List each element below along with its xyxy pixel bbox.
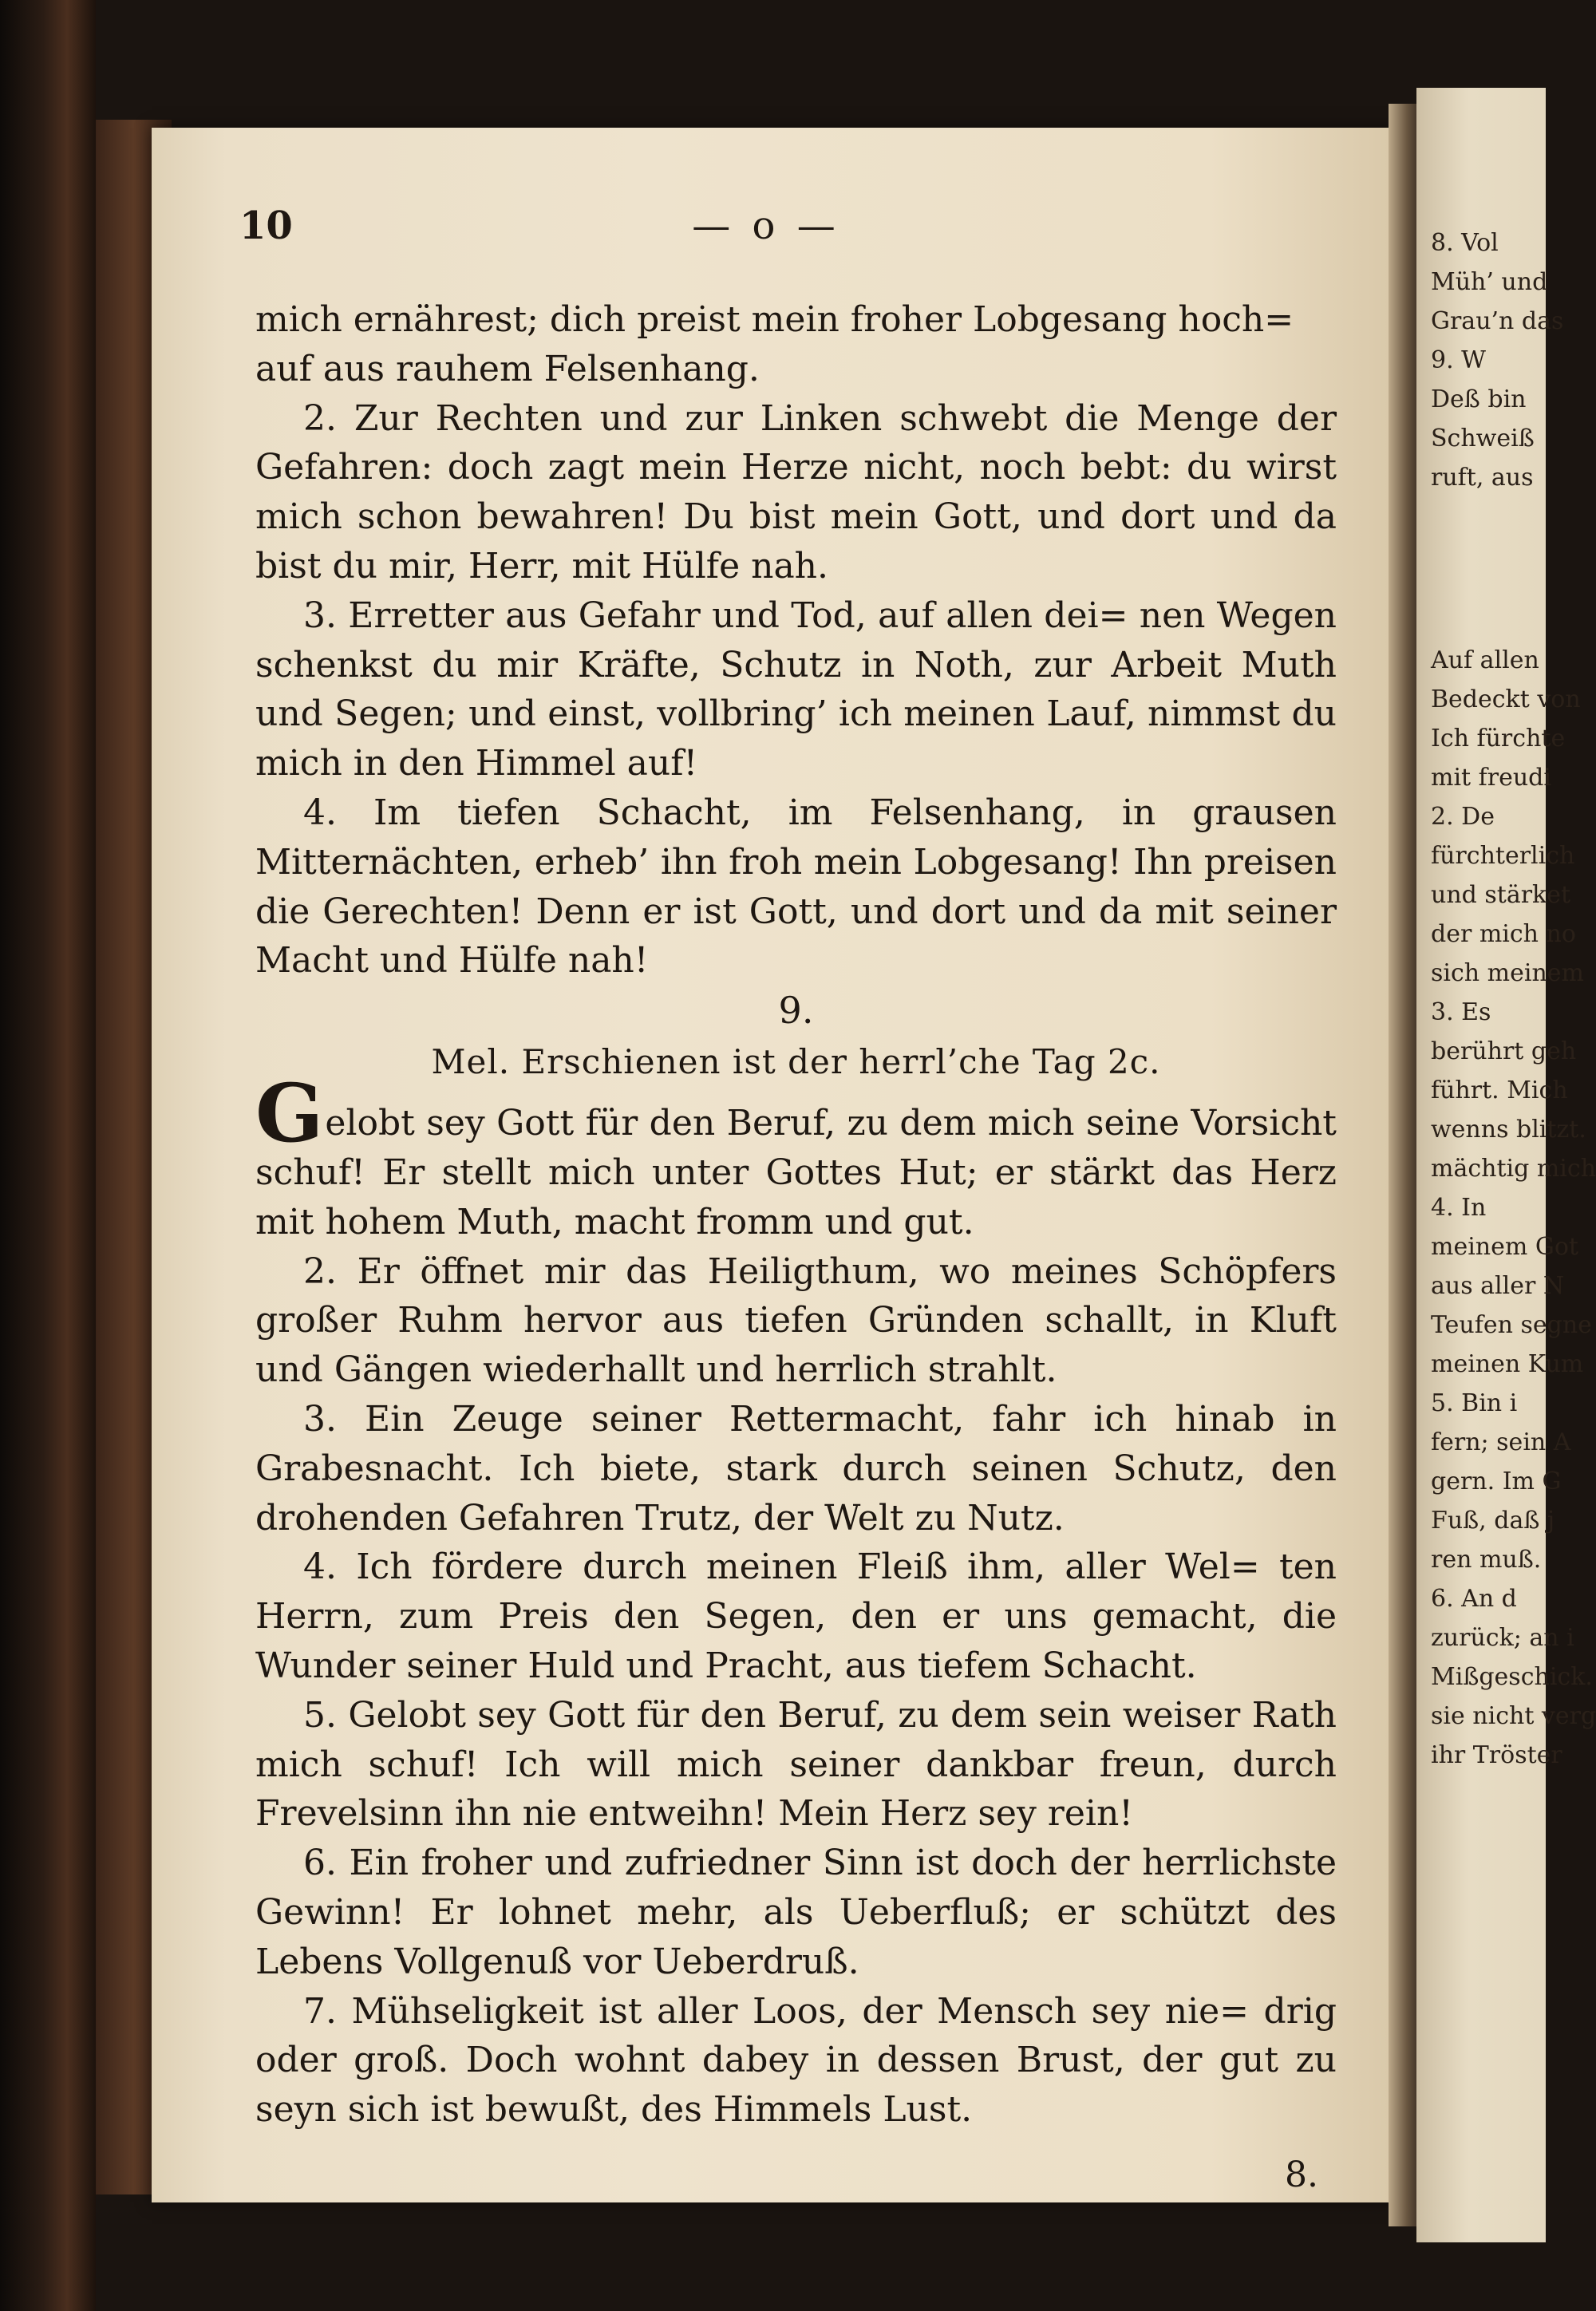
adjacent-page-line: meinen Kum <box>1431 1350 1584 1378</box>
adjacent-page-line: zurück; an i <box>1431 1624 1574 1652</box>
adjacent-page-line: 4. In <box>1431 1194 1487 1222</box>
hymn-verse-1 <box>255 1066 1337 1246</box>
hymn-verse-6: 6. Ein froher und zufriedner Sinn ist doch der herrlichste Gewinn! Er lohnet mehr, als Ueberfluß; er schützt des Lebens Vollgenuß vor Ueberdruß. <box>255 1843 1337 1982</box>
adjacent-page-line: ruft, aus <box>1431 464 1534 492</box>
adjacent-page-line: mit freudi <box>1431 764 1551 792</box>
hymn-verse-3: 3. Ein Zeuge seiner Rettermacht, fahr ich hinab in Grabesnacht. Ich biete, stark durch seinen Schutz, den drohenden Gefahren Trutz, der Welt zu Nutz. <box>255 1398 1337 1539</box>
adjacent-page-line: ihr Tröster <box>1431 1741 1562 1769</box>
adjacent-page-line: aus aller N <box>1431 1272 1565 1300</box>
adjacent-page-line: Bedeckt von <box>1431 685 1581 713</box>
adjacent-page-line: mächtig mich <box>1431 1155 1596 1183</box>
adjacent-page-line: und stärket <box>1431 881 1571 909</box>
adjacent-page-line: führt. Mich <box>1431 1076 1568 1104</box>
adjacent-page-line: berührt geh <box>1431 1037 1577 1065</box>
adjacent-page-line: Teufen segne <box>1431 1311 1592 1339</box>
hymn-number: 9. <box>778 989 814 1033</box>
adjacent-page-line: Deß bin <box>1431 385 1527 413</box>
hymn-verse-1-text: elobt sey Gott für den Beruf, zu dem mich seine Vorsicht schuf! Er stellt mich unter Gottes Hut; er stärkt das Herz mit hohem Muth, macht fromm und gut. <box>255 1103 1337 1242</box>
adjacent-page-line: 2. De <box>1431 803 1495 831</box>
adjacent-page-line: 5. Bin i <box>1431 1389 1518 1417</box>
adjacent-page-line: 6. An d <box>1431 1585 1517 1613</box>
catchword: 8. <box>1285 2155 1318 2195</box>
melody-line: Mel. Erschienen ist der herrl’che Tag 2c. <box>431 1042 1161 1082</box>
adjacent-page-line: Müh’ und <box>1431 268 1548 296</box>
adjacent-page-line: 3. Es <box>1431 998 1491 1026</box>
adjacent-page-line: Schweiß <box>1431 425 1535 452</box>
adjacent-page-line: sich meinem <box>1431 959 1584 987</box>
adjacent-page-line: 9. W <box>1431 346 1486 374</box>
header-ornament: — o — <box>692 203 840 248</box>
adjacent-page-line: fürchterlich <box>1431 842 1575 870</box>
adjacent-page-line: fern; sein A <box>1431 1428 1571 1456</box>
hymn-verse-5: 5. Gelobt sey Gott für den Beruf, zu dem sein weiser Rath mich schuf! Ich will mich seiner dankbar freun, durch Frevelsinn ihn nie entweihn! Mein Herz sey rein! <box>255 1694 1337 1835</box>
adjacent-page-line: meinem Got <box>1431 1233 1578 1261</box>
hymn-verse-2: 2. Er öffnet mir das Heiligthum, wo meines Schöpfers großer Ruhm hervor aus tiefen Gründen schallt, in Kluft und Gängen wiederhallt und herrlich strahlt. <box>255 1250 1337 1391</box>
adjacent-page-line: gern. Im G <box>1431 1468 1562 1495</box>
page-number: 10 <box>239 203 293 248</box>
page-text <box>255 295 1337 2135</box>
adjacent-page-line: Fuß, daß j <box>1431 1507 1555 1535</box>
adjacent-page-line: Grau’n das <box>1431 307 1564 335</box>
drop-cap: G <box>255 1066 324 1161</box>
text-line: auf aus rauhem Felsenhang. <box>255 348 760 389</box>
adjacent-page-line: Mißgeschick. <box>1431 1663 1593 1691</box>
adjacent-page-line: 8. Vol <box>1431 229 1499 257</box>
adjacent-page-line: ren muß. <box>1431 1546 1542 1574</box>
hymn-verse-7: 7. Mühseligkeit ist aller Loos, der Mensch sey nie= drig oder groß. Doch wohnt dabey in dessen Brust, der gut zu seyn sich ist bewußt, des Himmels Lust. <box>255 1990 1337 2131</box>
adjacent-page-line: Ich fürchte <box>1431 725 1566 753</box>
book-spine-edge <box>0 0 96 2311</box>
page-header <box>239 203 1341 267</box>
adjacent-page-lines <box>1416 88 1596 2242</box>
verse-2: 2. Zur Rechten und zur Linken schwebt die Menge der Gefahren: doch zagt mein Herze nicht, noch bebt: du wirst mich schon bewahren! Du bist mein Gott, und dort und da bist du mir, Herr, mit Hülfe nah. <box>255 397 1337 587</box>
hymn-verse-4: 4. Ich fördere durch meinen Fleiß ihm, aller Wel= ten Herrn, zum Preis den Segen, den er uns gemacht, die Wunder seiner Huld und Pracht, aus tiefem Schacht. <box>255 1547 1337 1686</box>
text-line: mich ernährest; dich preist mein froher Lobgesang hoch= <box>255 299 1294 340</box>
adjacent-page-line: Auf allen <box>1431 646 1539 674</box>
adjacent-page-line: der mich no <box>1431 920 1576 948</box>
verse-3: 3. Erretter aus Gefahr und Tod, auf allen dei= nen Wegen schenkst du mir Kräfte, Schutz in Noth, zur Arbeit Muth und Segen; und einst, vollbring’ ich meinen Lauf, nimmst du mich in den Himmel auf! <box>255 595 1337 784</box>
adjacent-page-line: sie nicht verg <box>1431 1702 1596 1730</box>
adjacent-page-line: wenns blitzt. <box>1431 1116 1586 1144</box>
verse-4: 4. Im tiefen Schacht, im Felsenhang, in grausen Mitternächten, erheb’ ihn froh mein Lobgesang! Ihn preisen die Gerechten! Denn er ist Gott, und dort und da mit seiner Macht und Hülfe nah! <box>255 792 1337 982</box>
adjacent-page-fragment <box>1416 88 1596 2242</box>
